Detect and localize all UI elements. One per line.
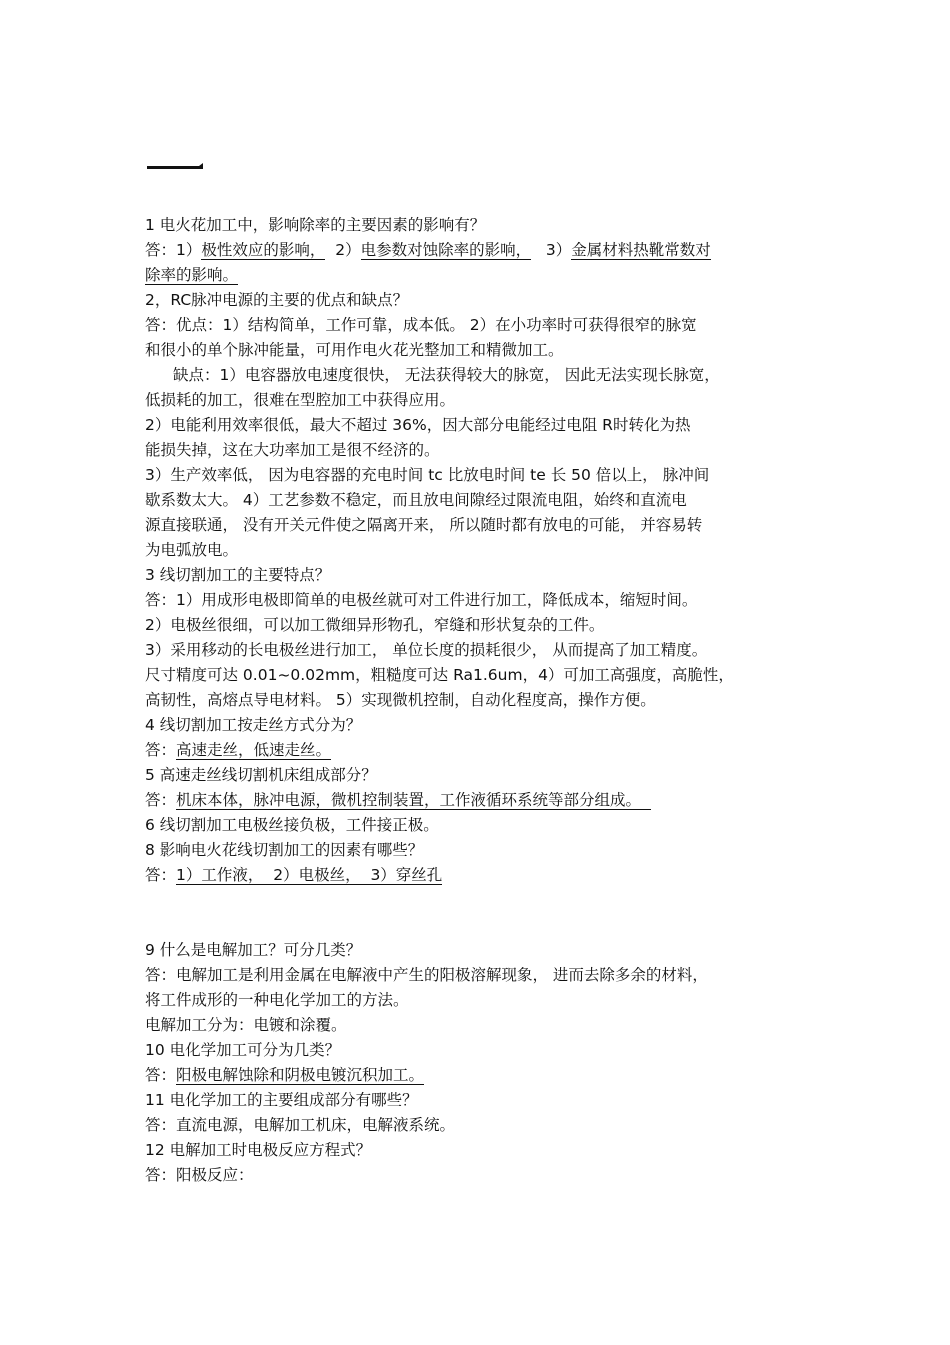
- qa-block-1: [145, 213, 810, 888]
- text-line: 3 线切割加工的主要特点？: [145, 566, 331, 584]
- text-line: 源直接联通， 没有开关元件使之隔离开来， 所以随时都有放电的可能， 并容易转: [145, 516, 703, 534]
- text-line: 为电弧放电。: [145, 541, 239, 559]
- underlined-answer: 电参数对蚀除率的影响，: [360, 241, 532, 259]
- text-line: 10 电化学加工可分为几类？: [145, 1041, 341, 1059]
- qa-block-2: [145, 938, 810, 1188]
- document-body: [145, 213, 810, 1188]
- text-line: [145, 1063, 810, 1088]
- text-line: 9 什么是电解加工？可分几类？: [145, 941, 362, 959]
- text-line: 答：优点：1）结构简单，工作可靠，成本低。 2）在小功率时可获得很窄的脉宽: [145, 316, 697, 334]
- text-line: 缺点：1）电容器放电速度很快， 无法获得较大的脉宽， 因此无法实现长脉宽，: [173, 366, 720, 384]
- underlined-answer: 除率的影响。: [145, 266, 239, 284]
- text-line: 电解加工分为：电镀和涂覆。: [145, 1016, 347, 1034]
- text-line: 3）生产效率低， 因为电容器的充电时间 tc 比放电时间 te 长 50 倍以上， 脉冲间: [145, 466, 710, 484]
- heading-stroke-tip: [195, 163, 203, 169]
- text-line: [145, 788, 810, 813]
- text-line: 答：阳极反应：: [145, 1166, 254, 1184]
- underlined-answer: 极性效应的影响，: [201, 241, 326, 259]
- text-line: 高韧性，高熔点导电材料。 5）实现微机控制，自动化程度高，操作方便。: [145, 691, 656, 709]
- block-gap: [145, 888, 810, 938]
- text-line: 答：电解加工是利用金属在电解液中产生的阳极溶解现象， 进而去除多余的材料，: [145, 966, 708, 984]
- heading-text: [147, 163, 148, 164]
- text-span: 2）: [325, 241, 361, 259]
- text-line: 2）电能利用效率很低，最大不超过 36%，因大部分电能经过电阻 R时转化为热: [145, 416, 691, 434]
- text-span: 答：: [145, 791, 177, 809]
- underlined-answer: 高速走丝，低速走丝。: [176, 741, 332, 759]
- text-line: 答：1）用成形电极即简单的电极丝就可对工件进行加工，降低成本，缩短时间。: [145, 591, 698, 609]
- text-line: 2）电极丝很细，可以加工微细异形物孔，窄缝和形状复杂的工件。: [145, 616, 605, 634]
- text-line: 4 线切割加工按走丝方式分为？: [145, 716, 362, 734]
- text-line: 和很小的单个脉冲能量，可用作电火花光整加工和精微加工。: [145, 341, 564, 359]
- underlined-answer: 机床本体，脉冲电源，微机控制装置，工作液循环系统等部分组成。: [176, 791, 651, 809]
- text-line: 5 高速走丝线切割机床组成部分？: [145, 766, 377, 784]
- text-line: 1 电火花加工中，影响除率的主要因素的影响有？: [145, 216, 486, 234]
- text-line: 6 线切割加工电极丝接负极，工件接正极。: [145, 816, 439, 834]
- text-line: 歇系数太大。 4）工艺参数不稳定，而且放电间隙经过限流电阻，始终和直流电: [145, 491, 687, 509]
- text-line: 3）采用移动的长电极丝进行加工， 单位长度的损耗很少， 从而提高了加工精度。: [145, 641, 708, 659]
- text-line: [145, 263, 810, 288]
- text-line: 2，RC脉冲电源的主要的优点和缺点？: [145, 291, 409, 309]
- section-heading: [147, 163, 203, 170]
- underlined-answer: 1）工作液， 2）电极丝， 3）穿丝孔: [176, 866, 443, 884]
- text-span: 答：: [145, 866, 177, 884]
- text-line: [145, 738, 810, 763]
- text-line: 尺寸精度可达 0.01~0.02mm，粗糙度可达 Ra1.6um，4）可加工高强度，高脆性，: [145, 666, 734, 684]
- text-span: 3）: [531, 241, 572, 259]
- text-line: 8 影响电火花线切割加工的因素有哪些？: [145, 841, 424, 859]
- underlined-answer: 阳极电解蚀除和阴极电镀沉积加工。: [176, 1066, 425, 1084]
- text-line: 11 电化学加工的主要组成部分有哪些？: [145, 1091, 418, 1109]
- text-line: 12 电解加工时电极反应方程式？: [145, 1141, 372, 1159]
- text-span: 答：: [145, 1066, 177, 1084]
- text-line: 答：直流电源，电解加工机床，电解液系统。: [145, 1116, 456, 1134]
- underlined-answer: 金属材料热靴常数对: [571, 241, 711, 259]
- text-line: 低损耗的加工，很难在型腔加工中获得应用。: [145, 391, 456, 409]
- text-line: [145, 238, 810, 263]
- text-line: 将工件成形的一种电化学加工的方法。: [145, 991, 409, 1009]
- text-line: [145, 863, 810, 888]
- text-span: 答：1）: [145, 241, 202, 259]
- text-span: 答：: [145, 741, 177, 759]
- text-line: 能损失掉，这在大功率加工是很不经济的。: [145, 441, 440, 459]
